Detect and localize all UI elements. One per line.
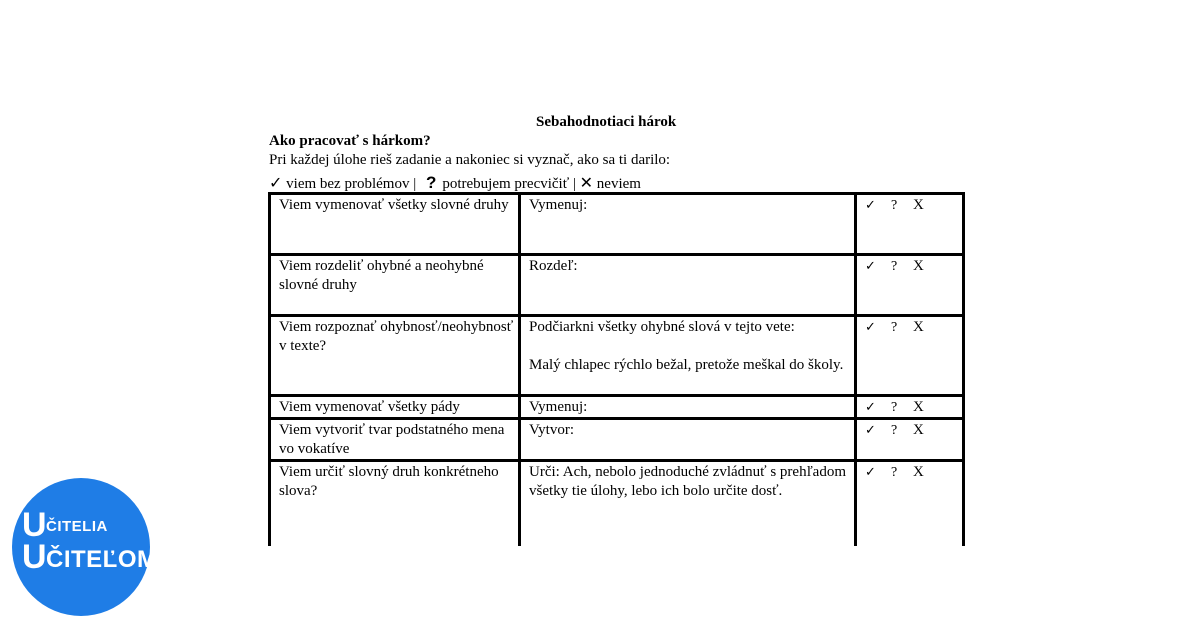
question-mark[interactable]: ? (891, 400, 898, 415)
marks-cell[interactable] (856, 396, 964, 419)
check-icon[interactable]: ✓ (865, 423, 876, 438)
skill-cell: Viem rozpoznať ohybnosť/neohybnosť v texte? (270, 316, 520, 396)
question-mark[interactable]: ? (891, 465, 898, 480)
legend-question-label: potrebujem precvičiť | (442, 176, 580, 192)
logo-line-2: ČITEĽOM.SK (46, 546, 199, 573)
question-mark[interactable]: ? (891, 423, 898, 438)
question-mark[interactable]: ? (891, 198, 898, 213)
table-row (270, 255, 964, 316)
question-mark[interactable]: ? (891, 320, 898, 335)
table-row (270, 396, 964, 419)
task-sentence: Malý chlapec rýchlo bežal, pretože meškal do školy. (529, 357, 844, 373)
marks-cell[interactable] (856, 316, 964, 396)
cross-icon: ✕ (579, 173, 594, 192)
marks-cell[interactable] (856, 419, 964, 461)
table-row (270, 461, 964, 546)
marks-cell[interactable] (856, 194, 964, 255)
task-instruction: Podčiarkni všetky ohybné slová v tejto vete: (529, 319, 795, 335)
x-mark[interactable]: X (913, 422, 924, 438)
check-icon[interactable]: ✓ (865, 465, 876, 480)
self-assessment-table (268, 192, 965, 546)
x-mark[interactable]: X (913, 197, 924, 213)
logo-line-1: ČITELIA (46, 518, 108, 535)
logo-letter: U (22, 538, 47, 576)
x-mark[interactable]: X (913, 464, 924, 480)
task-cell: Vymenuj: (520, 194, 856, 255)
skill-cell: Viem vymenovať všetky slovné druhy (270, 194, 520, 255)
table-row (270, 316, 964, 396)
legend (269, 173, 641, 193)
question-mark[interactable]: ? (891, 259, 898, 274)
x-mark[interactable]: X (913, 258, 924, 274)
task-cell: Vytvor: (520, 419, 856, 461)
x-mark[interactable]: X (913, 319, 924, 335)
task-cell: Urči: Ach, nebolo jednoduché zvládnuť s prehľadom všetky tie úlohy, lebo ich bolo určite dosť. (520, 461, 856, 546)
table-row (270, 194, 964, 255)
skill-cell: Viem vymenovať všetky pády (270, 396, 520, 419)
sheet-title: Sebahodnotiaci hárok (536, 114, 677, 130)
logo-letter: U (22, 506, 47, 544)
legend-x-label: neviem (593, 176, 641, 192)
table-row (270, 419, 964, 461)
check-icon[interactable]: ✓ (865, 400, 876, 415)
check-icon[interactable]: ✓ (865, 320, 876, 335)
ucitelia-ucitelom-logo[interactable] (12, 478, 199, 616)
x-mark[interactable]: X (913, 399, 924, 415)
task-cell: Vymenuj: (520, 396, 856, 419)
instructions-text: Pri každej úlohe rieš zadanie a nakoniec si vyznač, ako sa ti darilo: (269, 152, 671, 168)
how-to-heading: Ako pracovať s hárkom? (269, 133, 431, 149)
question-icon: ? (425, 173, 437, 192)
skill-cell: Viem určiť slovný druh konkrétneho slova? (270, 461, 520, 546)
task-cell: Rozdeľ: (520, 255, 856, 316)
marks-cell[interactable] (856, 461, 964, 546)
skill-cell: Viem rozdeliť ohybné a neohybné slovné druhy (270, 255, 520, 316)
marks-cell[interactable] (856, 255, 964, 316)
check-icon[interactable]: ✓ (865, 198, 876, 213)
check-icon: ✓ (269, 173, 283, 192)
check-icon[interactable]: ✓ (865, 259, 876, 274)
legend-check-label: viem bez problémov | (282, 176, 420, 192)
task-cell (520, 316, 856, 396)
skill-cell: Viem vytvoriť tvar podstatného mena vo vokatíve (270, 419, 520, 461)
